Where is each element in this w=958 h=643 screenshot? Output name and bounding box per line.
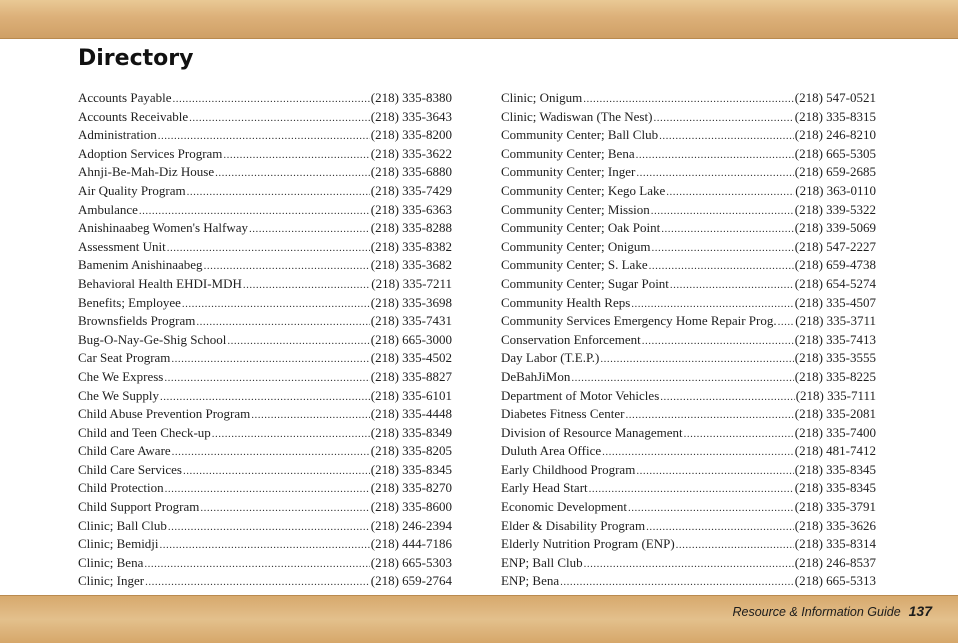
entry-name: Child Protection: [78, 480, 164, 496]
entry-phone: (218) 665-3000: [370, 331, 452, 347]
entry-phone: (218) 547-2227: [794, 238, 876, 254]
dot-leader: [182, 295, 370, 314]
dot-leader: [196, 313, 369, 332]
dot-leader: [165, 480, 370, 499]
directory-entry: [78, 163, 452, 182]
directory-entry: [501, 387, 876, 406]
directory-entry: [501, 331, 876, 350]
entry-name: Bamenim Anishinaabeg: [78, 257, 203, 273]
entry-name: Clinic; Wadiswan (The Nest): [501, 108, 653, 124]
entry-name: Economic Development: [501, 499, 627, 515]
dot-leader: [160, 388, 370, 407]
entry-phone: (218) 339-5069: [794, 220, 876, 236]
entry-name: Community Center; Ball Club: [501, 127, 659, 143]
dot-leader: [646, 518, 794, 537]
entry-phone: (218) 335-3622: [370, 145, 452, 161]
page-footer: [733, 603, 933, 619]
dot-leader: [660, 388, 794, 407]
entry-phone: (218) 335-4502: [370, 350, 452, 366]
dot-leader: [636, 462, 793, 481]
dot-leader: [173, 90, 370, 109]
dot-leader: [642, 332, 794, 351]
entry-phone: (218) 335-7211: [371, 275, 452, 291]
dot-leader: [670, 276, 794, 295]
entry-name: Ambulance: [78, 201, 138, 217]
entry-phone: (218) 335-8288: [370, 220, 452, 236]
directory-entry: [78, 275, 452, 294]
directory-entry: [501, 312, 876, 331]
entry-phone: (218) 246-8210: [794, 127, 876, 143]
dot-leader: [684, 425, 794, 444]
dot-leader: [584, 555, 794, 574]
dot-leader: [651, 202, 794, 221]
entry-phone: (218) 659-2764: [370, 573, 452, 589]
directory-entry: [501, 275, 876, 294]
dot-leader: [625, 406, 793, 425]
entry-phone: (218) 335-8382: [370, 238, 452, 254]
directory-entry: [78, 312, 452, 331]
entry-name: Clinic; Onigum: [501, 90, 583, 105]
directory-entry: [78, 442, 452, 461]
entry-name: Elderly Nutrition Program (ENP): [501, 536, 675, 552]
entry-phone: (218) 659-4738: [794, 257, 876, 273]
directory-entry: [501, 89, 876, 108]
dot-leader: [652, 239, 794, 258]
entry-name: Community Center; Kego Lake: [501, 182, 666, 198]
dot-leader: [215, 164, 370, 183]
entry-name: Ahnji-Be-Mah-Diz House: [78, 164, 215, 180]
entry-name: Community Center; Onigum: [501, 238, 651, 254]
dot-leader: [168, 518, 370, 537]
directory-entry: [501, 294, 876, 313]
entry-phone: (218) 481-7412: [794, 443, 876, 459]
dot-leader: [172, 443, 370, 462]
entry-phone: (218) 335-8349: [370, 424, 452, 440]
entry-phone: (218) 335-6363: [370, 201, 452, 217]
entry-name: Benefits; Employee: [78, 294, 181, 310]
entry-name: Elder & Disability Program: [501, 517, 646, 533]
dot-leader: [600, 350, 793, 369]
dot-leader: [636, 164, 793, 183]
entry-name: Community Center; Bena: [501, 145, 635, 161]
entry-name: Accounts Receivable: [78, 108, 189, 124]
dot-leader: [158, 127, 370, 146]
directory-entry: [78, 535, 452, 554]
entry-name: Department of Motor Vehicles: [501, 387, 660, 403]
entry-name: Community Center; Oak Point: [501, 220, 661, 236]
directory-entry: [78, 554, 452, 573]
dot-leader: [666, 183, 794, 202]
directory-entry: [78, 219, 452, 238]
directory-entry: [501, 405, 876, 424]
entry-name: Accounts Payable: [78, 90, 172, 105]
entry-name: Car Seat Program: [78, 350, 171, 366]
entry-name: Behavioral Health EHDI-MDH: [78, 275, 242, 291]
entry-phone: (218) 335-3626: [794, 517, 876, 533]
dot-leader: [189, 109, 370, 128]
entry-name: Duluth Area Office: [501, 443, 602, 459]
dot-leader: [212, 425, 370, 444]
entry-name: Adoption Services Program: [78, 145, 223, 161]
dot-leader: [249, 220, 370, 239]
entry-phone: (218) 335-3791: [794, 499, 876, 515]
entry-phone: (218) 246-2394: [370, 517, 452, 533]
dot-leader: [164, 369, 369, 388]
entry-phone: (218) 335-7111: [795, 387, 876, 403]
entry-phone: (218) 335-8314: [794, 536, 876, 552]
dot-leader: [659, 127, 794, 146]
entry-name: Child Abuse Prevention Program: [78, 406, 251, 422]
dot-leader: [636, 146, 794, 165]
directory-entry: [78, 461, 452, 480]
entry-phone: (218) 444-7186: [370, 536, 452, 552]
directory-entry: [78, 201, 452, 220]
entry-phone: (218) 335-8315: [794, 108, 876, 124]
directory-entry: [78, 126, 452, 145]
directory-column-left: [78, 89, 452, 591]
entry-name: Division of Resource Management: [501, 424, 683, 440]
entry-name: Anishinaabeg Women's Halfway: [78, 220, 249, 236]
entry-phone: (218) 335-3711: [795, 313, 876, 329]
entry-name: DeBahJiMon: [501, 368, 571, 384]
dot-leader: [661, 220, 794, 239]
dot-leader: [227, 332, 369, 351]
entry-phone: (218) 335-8225: [794, 368, 876, 384]
dot-leader: [631, 295, 793, 314]
entry-phone: (218) 335-8380: [370, 90, 452, 105]
directory-entry: [501, 182, 876, 201]
entry-name: ENP; Ball Club: [501, 554, 583, 570]
directory-entry: [501, 479, 876, 498]
entry-name: Community Center; S. Lake: [501, 257, 648, 273]
entry-phone: (218) 335-2081: [794, 406, 876, 422]
entry-phone: (218) 335-3698: [370, 294, 452, 310]
dot-leader: [676, 536, 794, 555]
directory-entry: [78, 182, 452, 201]
entry-name: Community Center; Inger: [501, 164, 636, 180]
entry-phone: (218) 665-5305: [794, 145, 876, 161]
dot-leader: [139, 202, 370, 221]
directory-entry: [78, 238, 452, 257]
dot-leader: [167, 239, 370, 258]
entry-name: Community Services Emergency Home Repair Prog.: [501, 313, 777, 329]
directory-entry: [501, 442, 876, 461]
dot-leader: [628, 499, 794, 518]
entry-name: Community Center; Mission: [501, 201, 650, 217]
entry-name: Diabetes Fitness Center: [501, 406, 625, 422]
directory-entry: [78, 498, 452, 517]
directory-entry: [78, 572, 452, 591]
directory-entry: [501, 517, 876, 536]
directory-entry: [501, 163, 876, 182]
dot-leader: [583, 90, 794, 109]
directory-entry: [78, 108, 452, 127]
dot-leader: [144, 555, 369, 574]
directory-entry: [501, 535, 876, 554]
entry-name: Early Childhood Program: [501, 461, 636, 477]
guide-title: Resource & Information Guide: [732, 605, 901, 619]
entry-name: Child and Teen Check-up: [78, 424, 211, 440]
directory-entry: [501, 126, 876, 145]
directory-entry: [78, 405, 452, 424]
dot-leader: [571, 369, 793, 388]
directory-entry: [78, 517, 452, 536]
directory-entry: [78, 89, 452, 108]
entry-phone: (218) 335-8205: [370, 443, 452, 459]
entry-phone: (218) 335-8345: [794, 480, 876, 496]
entry-name: Che We Express: [78, 368, 164, 384]
page-title: Directory: [78, 46, 194, 71]
directory-entry: [501, 349, 876, 368]
entry-name: Air Quality Program: [78, 182, 186, 198]
dot-leader: [160, 536, 370, 555]
entry-name: Child Care Aware: [78, 443, 171, 459]
entry-phone: (218) 339-5322: [794, 201, 876, 217]
entry-phone: (218) 547-0521: [794, 90, 876, 105]
directory-entry: [501, 201, 876, 220]
directory-entry: [501, 461, 876, 480]
dot-leader: [602, 443, 794, 462]
entry-phone: (218) 335-6101: [370, 387, 452, 403]
entry-phone: (218) 335-8827: [370, 368, 452, 384]
dot-leader: [204, 257, 370, 276]
entry-phone: (218) 335-8600: [370, 499, 452, 515]
dot-leader: [223, 146, 369, 165]
dot-leader: [589, 480, 794, 499]
entry-name: Child Care Services: [78, 461, 182, 477]
entry-phone: (218) 335-4507: [794, 294, 876, 310]
directory-entry: [501, 554, 876, 573]
directory-entry: [501, 572, 876, 591]
dot-leader: [171, 350, 369, 369]
entry-name: Child Support Program: [78, 499, 200, 515]
entry-name: Day Labor (T.E.P.): [501, 350, 600, 366]
entry-phone: (218) 335-7400: [794, 424, 876, 440]
entry-name: ENP; Bena: [501, 573, 560, 589]
entry-name: Bug-O-Nay-Ge-Shig School: [78, 331, 227, 347]
dot-leader: [200, 499, 369, 518]
directory-entry: [78, 349, 452, 368]
directory-entry: [501, 424, 876, 443]
entry-name: Che We Supply: [78, 387, 160, 403]
entry-phone: (218) 665-5303: [370, 554, 452, 570]
entry-phone: (218) 335-7429: [370, 182, 452, 198]
entry-phone: (218) 335-8345: [794, 461, 876, 477]
directory-entry: [501, 108, 876, 127]
entry-phone: (218) 335-8200: [370, 127, 452, 143]
dot-leader: [187, 183, 370, 202]
entry-name: Clinic; Ball Club: [78, 517, 167, 533]
entry-name: Early Head Start: [501, 480, 588, 496]
entry-name: Assessment Unit: [78, 238, 166, 254]
directory-entry: [78, 368, 452, 387]
dot-leader: [183, 462, 370, 481]
entry-name: Clinic; Inger: [78, 573, 145, 589]
entry-phone: (218) 335-3643: [370, 108, 452, 124]
page-number: 137: [908, 603, 932, 619]
directory-entry: [501, 368, 876, 387]
directory-entry: [501, 145, 876, 164]
dot-leader: [778, 313, 795, 332]
entry-phone: (218) 363-0110: [795, 182, 876, 198]
entry-phone: (218) 654-5274: [794, 275, 876, 291]
entry-phone: (218) 335-3682: [370, 257, 452, 273]
directory-entry: [501, 238, 876, 257]
directory-entry: [78, 145, 452, 164]
entry-name: Clinic; Bemidji: [78, 536, 159, 552]
directory-entry: [78, 294, 452, 313]
entry-phone: (218) 659-2685: [794, 164, 876, 180]
top-decorative-band: [0, 0, 958, 39]
entry-name: Conservation Enforcement: [501, 331, 641, 347]
directory-entry: [78, 479, 452, 498]
entry-phone: (218) 335-8270: [370, 480, 452, 496]
dot-leader: [653, 109, 793, 128]
dot-leader: [649, 257, 794, 276]
entry-phone: (218) 335-6880: [370, 164, 452, 180]
directory-entry: [78, 256, 452, 275]
entry-name: Brownsfields Program: [78, 313, 196, 329]
entry-phone: (218) 246-8537: [794, 554, 876, 570]
directory-entry: [501, 498, 876, 517]
entry-phone: (218) 665-5313: [794, 573, 876, 589]
dot-leader: [145, 573, 370, 592]
dot-leader: [243, 276, 370, 295]
entry-phone: (218) 335-7413: [794, 331, 876, 347]
directory-entry: [501, 219, 876, 238]
entry-phone: (218) 335-3555: [794, 350, 876, 366]
entry-name: Administration: [78, 127, 157, 143]
directory-entry: [501, 256, 876, 275]
entry-phone: (218) 335-8345: [370, 461, 452, 477]
entry-name: Clinic; Bena: [78, 554, 144, 570]
entry-name: Community Center; Sugar Point: [501, 275, 669, 291]
directory-entry: [78, 424, 452, 443]
directory-entry: [78, 331, 452, 350]
dot-leader: [560, 573, 794, 592]
directory-column-right: [501, 89, 876, 591]
entry-phone: (218) 335-7431: [370, 313, 452, 329]
entry-phone: (218) 335-4448: [370, 406, 452, 422]
directory-entry: [78, 387, 452, 406]
entry-name: Community Health Reps: [501, 294, 631, 310]
dot-leader: [251, 406, 370, 425]
